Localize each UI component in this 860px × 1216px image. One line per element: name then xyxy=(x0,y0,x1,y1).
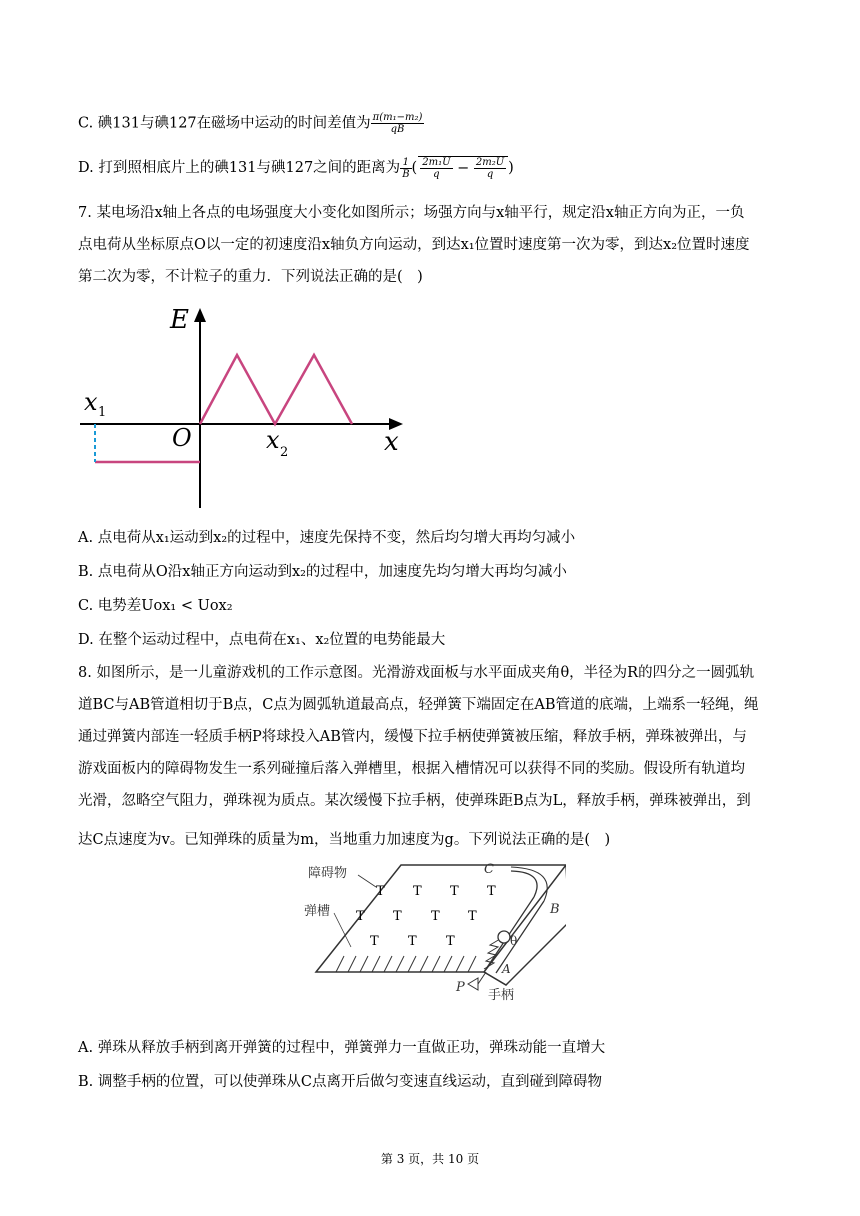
q8-game-machine-figure xyxy=(296,857,566,1007)
q8-stem-line-1: 8. 如图所示，是一儿童游戏机的工作示意图。光滑游戏面板与水平面成夹角θ，半径为R的四分之一圆弧轨 xyxy=(78,665,755,681)
q8-stem-line-3: 通过弹簧内部连一轻质手柄P将球投入AB管内，缓慢下拉手柄使弹簧被压缩，释放手柄，弹珠被弹出，与 xyxy=(78,729,747,745)
label-b: B xyxy=(550,902,560,917)
obstacle-t: T xyxy=(487,884,496,899)
q7-stem-line-1: 7. 某电场沿x轴上各点的电场强度大小变化如图所示；场强方向与x轴平行，规定沿x轴正方向为正，一负 xyxy=(78,205,745,221)
q6-option-c xyxy=(78,112,424,135)
q6-option-d: D. 打到照相底片上的碘131与碘127之间的距离为 $\frac{1}{B}$ ( $\frac{\text{2m₁U}}{q}$ − $\frac{\text{2m₂U}}{q}$ ) xyxy=(78,156,514,180)
q7-option-a: A. 点电荷从x₁运动到x₂的过程中，速度先保持不变，然后均匀增大再均匀减小 xyxy=(78,530,576,546)
label-e: E xyxy=(170,305,189,335)
label-obstacle: 障碍物 xyxy=(308,866,348,881)
label-c: C xyxy=(484,862,494,877)
obstacle-t: T xyxy=(413,884,422,899)
obstacle-t: T xyxy=(446,934,455,949)
obstacle-t: T xyxy=(408,934,417,949)
handle-p xyxy=(468,978,478,990)
page-footer: 第 3 页，共 10 页 xyxy=(380,1152,480,1166)
q6-option-d-sqrt: $\frac{\text{2m₁U}}{q}$ − $\frac{\text{2m₂U}}{q}$ xyxy=(418,156,508,180)
q7-option-d: D. 在整个运动过程中，点电荷在x₁、x₂位置的电势能最大 xyxy=(78,632,446,648)
obstacle-t: T xyxy=(376,884,385,899)
q7-stem-line-3: 第二次为零，不计粒子的重力．下列说法正确的是( ) xyxy=(78,269,423,285)
q6-option-d-coef: $\frac{1}{B}$ xyxy=(402,156,410,180)
board-side xyxy=(484,865,566,985)
q8-stem-line-4: 游戏面板内的障碍物发生一系列碰撞后落入弹槽里，根据入槽情况可以获得不同的奖励。假设所有轨道均 xyxy=(78,761,745,777)
q8-stem-line-2: 道BC与AB管道相切于B点，C点为圆弧轨道最高点，轻弹簧下端固定在AB管道的底端，上端系一轻绳，绳 xyxy=(78,697,759,713)
e-axis-arrow xyxy=(194,308,206,322)
obstacle-leader xyxy=(358,875,376,887)
obstacles xyxy=(356,884,496,949)
label-slot: 弹槽 xyxy=(304,904,331,919)
obstacle-t: T xyxy=(431,909,440,924)
handle-rod xyxy=(478,972,486,984)
q7-field-graph xyxy=(78,300,418,515)
label-handle: 手柄 xyxy=(488,988,515,1003)
game-board xyxy=(316,865,566,972)
label-x1-sub: 1 xyxy=(98,405,107,420)
label-theta: θ xyxy=(510,934,518,948)
q7-option-c: C. 电势差Uox₁ < Uox₂ xyxy=(78,598,233,614)
e-curve-positive xyxy=(200,355,352,424)
ab-tube-outer xyxy=(486,897,534,969)
slot-hatching xyxy=(336,956,476,972)
ball xyxy=(498,931,510,943)
q6-option-d-text: D. 打到照相底片上的碘131与碘127之间的距离为 xyxy=(78,160,401,176)
q7-option-b: B. 点电荷从O沿x轴正方向运动到x₂的过程中，加速度先均匀增大再均匀减小 xyxy=(78,564,567,580)
q7-stem-line-2: 点电荷从坐标原点O以一定的初速度沿x轴负方向运动，到达x₁位置时速度第一次为零，到达x₂位置时速度 xyxy=(78,237,750,253)
q8-option-b: B. 调整手柄的位置，可以使弹珠从C点离开后做匀变速直线运动，直到碰到障碍物 xyxy=(78,1074,602,1090)
q8-stem-line-5: 光滑，忽略空气阻力，弹珠视为质点。某次缓慢下拉手柄，使弹珠距B点为L，释放手柄，弹珠被弹出，到 xyxy=(78,793,751,809)
label-a: A xyxy=(502,962,511,976)
bc-arc xyxy=(511,871,537,897)
obstacle-t: T xyxy=(370,934,379,949)
obstacle-t: T xyxy=(393,909,402,924)
q6-option-c-text: C. 碘131与碘127在磁场中运动的时间差值为 xyxy=(78,115,371,132)
label-x1: x xyxy=(84,388,98,416)
label-x2-sub: 2 xyxy=(280,445,289,460)
q8-option-a: A. 弹珠从释放手柄到离开弹簧的过程中，弹簧弹力一直做正功，弹珠动能一直增大 xyxy=(78,1040,606,1056)
obstacle-t: T xyxy=(356,909,365,924)
q6-option-c-fraction: $\frac{\text{π(m₁−m₂)}}{qB}$ xyxy=(372,112,423,135)
label-origin: O xyxy=(172,424,192,452)
obstacle-t: T xyxy=(450,884,459,899)
q8-stem-line-6: 达C点速度为v。已知弹珠的质量为m，当地重力加速度为g。下列说法正确的是( ) xyxy=(78,832,611,848)
obstacle-t: T xyxy=(468,909,477,924)
label-x-axis: x xyxy=(384,427,399,457)
label-p: P xyxy=(456,980,465,995)
label-x2: x xyxy=(266,426,280,454)
